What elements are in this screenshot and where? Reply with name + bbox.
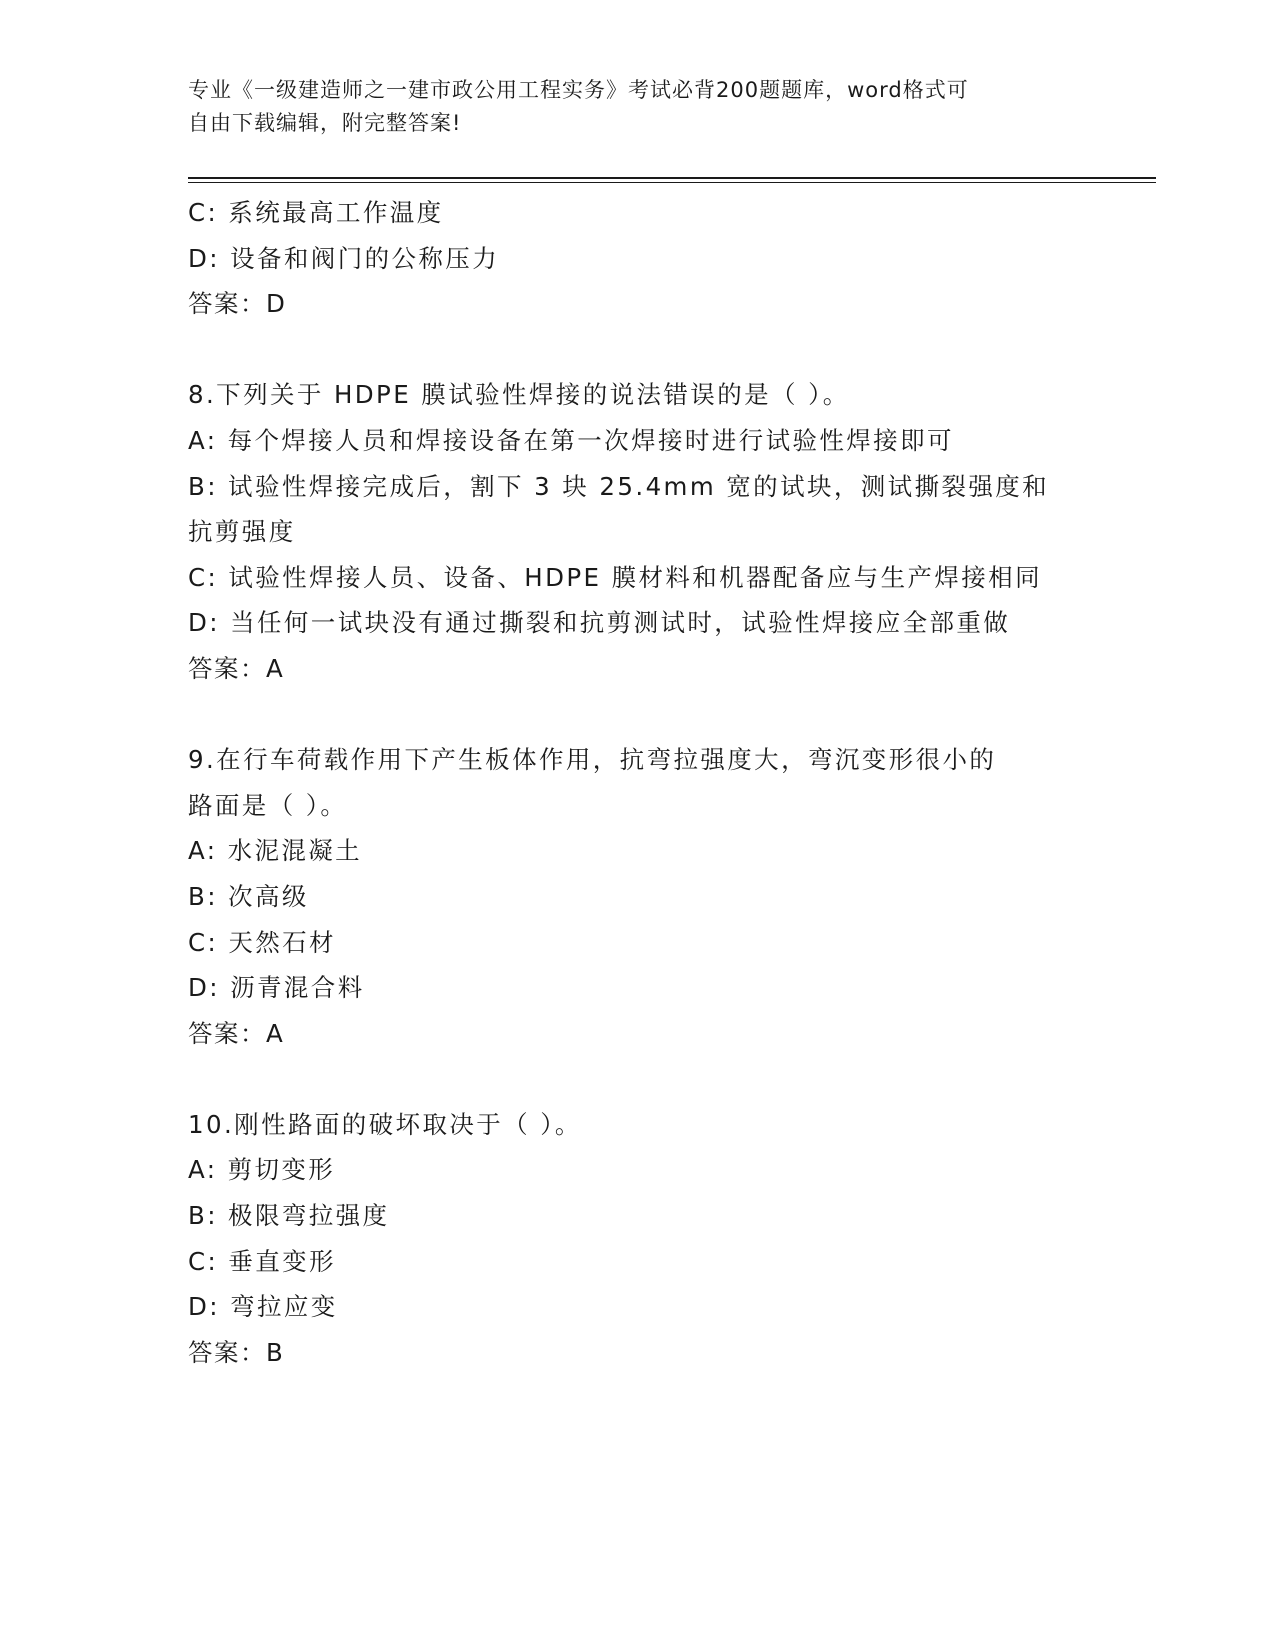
spacer: [188, 327, 1088, 373]
question-stem-continued: 路面是（ ）。: [188, 790, 348, 820]
option-a: A: 每个焊接人员和焊接设备在第一次焊接时进行试验性焊接即可: [188, 425, 954, 455]
option-c: C: 系统最高工作温度: [188, 198, 444, 227]
answer-line: 答案：A: [188, 653, 285, 683]
page-header: [188, 74, 1068, 140]
question-9: [188, 737, 1088, 1056]
option-a: A: 剪切变形: [188, 1155, 336, 1185]
answer-line: 答案：A: [188, 1018, 285, 1048]
option-b: B: 试验性焊接完成后，割下 3 块 25.4mm 宽的试块，测试撕裂强度和: [188, 471, 1050, 501]
header-line-2: 自由下载编辑，附完整答案!: [188, 111, 462, 135]
option-a: A: 水泥混凝土: [188, 836, 363, 866]
question-8: [188, 372, 1088, 691]
header-rule-thin: [188, 182, 1156, 183]
option-d: D: 沥青混合料: [188, 973, 365, 1003]
spacer: [188, 692, 1088, 738]
option-c: C: 垂直变形: [188, 1246, 336, 1276]
answer-line: 答案：B: [188, 1337, 285, 1367]
option-b-continued: 抗剪强度: [188, 517, 296, 547]
question-stem: 10.刚性路面的破坏取决于（ ）。: [188, 1109, 582, 1139]
answer-line: 答案：D: [188, 289, 287, 319]
option-d: D: 弯拉应变: [188, 1292, 338, 1322]
header-rule-thick: [188, 177, 1156, 179]
question-stem: 8.下列关于 HDPE 膜试验性焊接的说法错误的是（ ）。: [188, 380, 850, 410]
header-line-1: 专业《一级建造师之一建市政公用工程实务》考试必背200题题库，word格式可: [188, 78, 969, 102]
option-b: B: 次高级: [188, 881, 309, 911]
question-list: [188, 190, 1088, 1375]
option-d: D: 设备和阀门的公称压力: [188, 243, 500, 273]
option-c: C: 天然石材: [188, 927, 336, 957]
spacer: [188, 1056, 1088, 1102]
option-c: C: 试验性焊接人员、设备、HDPE 膜材料和机器配备应与生产焊接相同: [188, 562, 1042, 592]
question-10: [188, 1102, 1088, 1376]
option-b: B: 极限弯拉强度: [188, 1201, 390, 1231]
option-d: D: 当任何一试块没有通过撕裂和抗剪测试时，试验性焊接应全部重做: [188, 608, 1011, 638]
question-continuation: [188, 190, 1088, 327]
question-stem: 9.在行车荷载作用下产生板体作用，抗弯拉强度大，弯沉变形很小的: [188, 745, 997, 775]
